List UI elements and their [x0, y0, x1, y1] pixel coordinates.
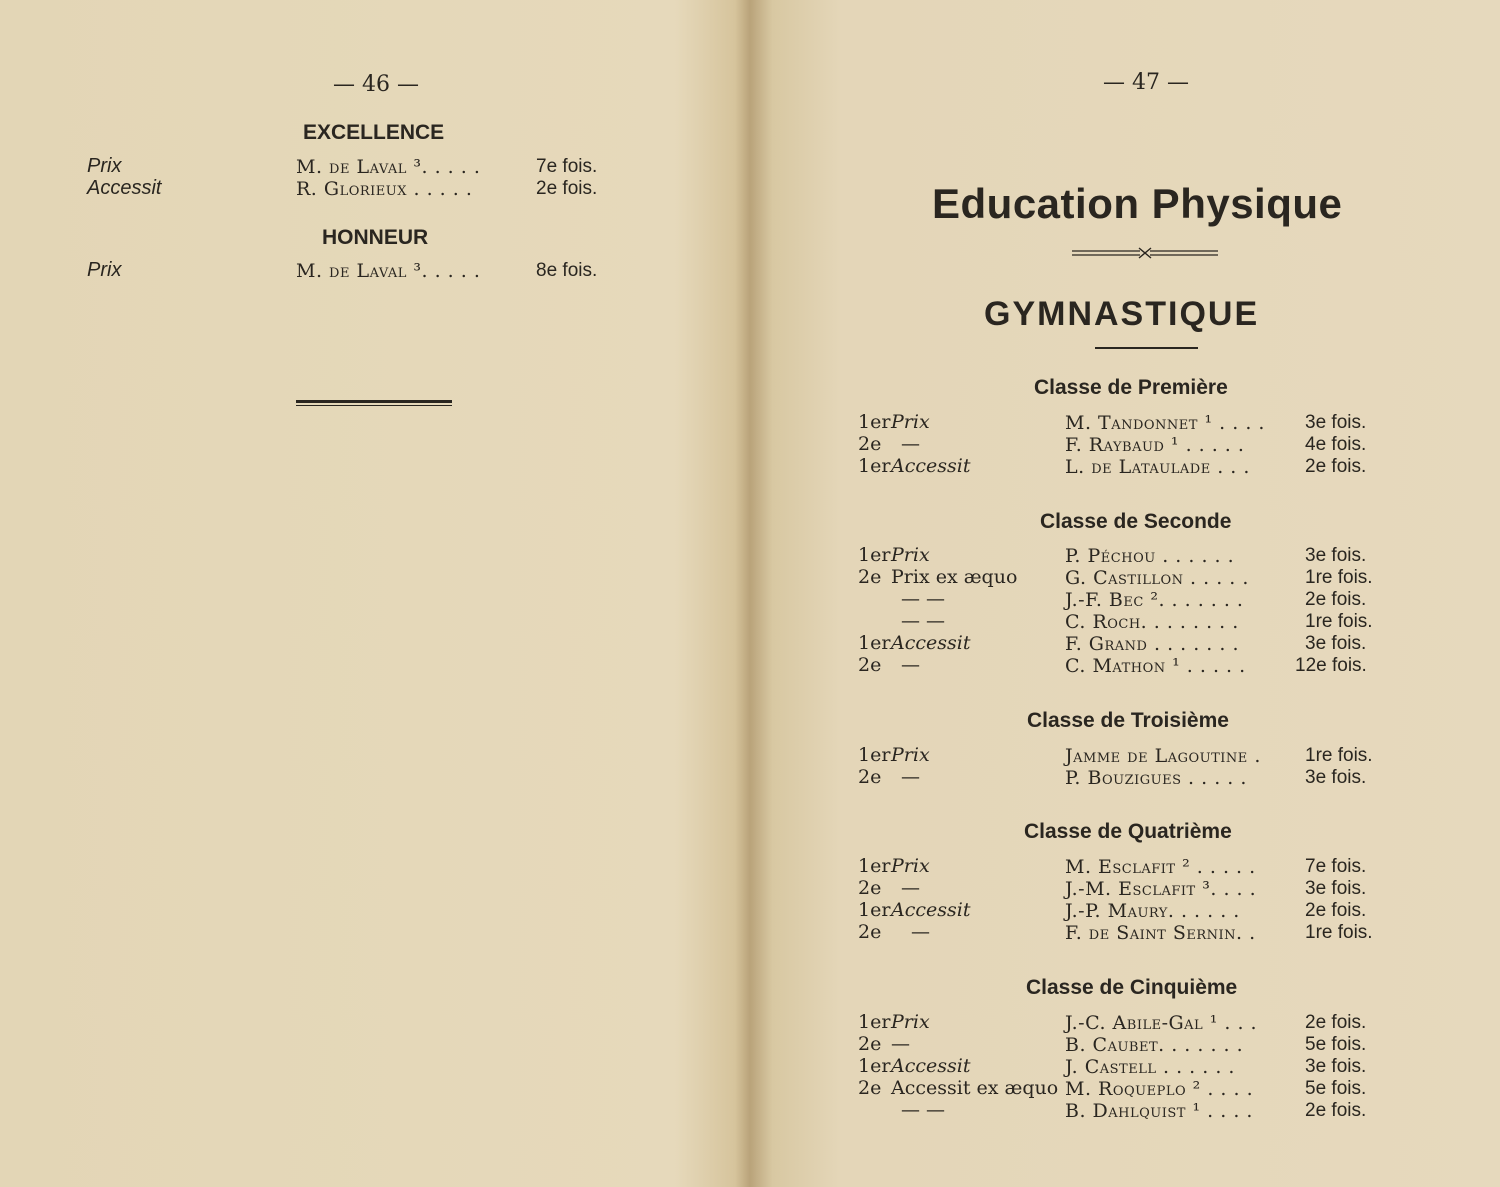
row-label: Accessit	[891, 1055, 971, 1077]
row-times: 5e fois.	[1305, 1078, 1367, 1099]
row-rank: 2e	[858, 654, 882, 676]
ornament-divider	[1068, 246, 1222, 260]
row-label: Prix	[87, 155, 122, 177]
row-name: C. Roch. . . . . . . .	[1065, 611, 1239, 633]
row-label: —	[891, 1033, 910, 1055]
row-name: P. Bouzigues . . . . .	[1065, 767, 1247, 789]
row-times: 3e fois.	[1305, 633, 1367, 654]
row-rank: 1er	[858, 455, 891, 477]
row-name: Jamme de Lagoutine .	[1065, 745, 1261, 767]
class-heading: Classe de Cinquième	[1026, 976, 1238, 999]
row-name: J.-F. Bec ². . . . . . .	[1065, 589, 1244, 611]
row-label: —	[901, 766, 920, 788]
row-times: 1re fois.	[1305, 922, 1373, 943]
row-label: Prix	[891, 1011, 930, 1033]
row-rank: 1er	[858, 899, 891, 921]
row-rank: 2e	[858, 921, 882, 943]
class-heading: Classe de Première	[1034, 376, 1228, 399]
row-label: Accessit	[87, 177, 162, 199]
row-rank: 1er	[858, 632, 891, 654]
row-label: Prix	[891, 544, 930, 566]
end-rule-thin	[296, 405, 452, 406]
row-rank: 2e	[858, 566, 882, 588]
row-label: — —	[901, 610, 946, 632]
row-rank: 1er	[858, 411, 891, 433]
row-name: J.-M. Esclafit ³. . . .	[1065, 878, 1257, 900]
section-heading-excellence: EXCELLENCE	[303, 121, 445, 144]
row-times: 3e fois.	[1305, 767, 1367, 788]
row-label: Prix	[891, 411, 930, 433]
row-rank: 2e	[858, 1077, 882, 1099]
end-rule	[296, 400, 452, 403]
row-label: —	[911, 921, 930, 943]
row-rank: 2e	[858, 766, 882, 788]
row-times: 7e fois.	[1305, 856, 1367, 877]
right-page	[760, 0, 1500, 1187]
row-label: Accessit	[891, 632, 971, 654]
row-name: B. Caubet. . . . . . .	[1065, 1034, 1244, 1056]
row-name: L. de Lataulade . . .	[1065, 456, 1250, 478]
row-name: M. Esclafit ² . . . . .	[1065, 856, 1256, 878]
row-name: J.-C. Abile-Gal ¹ . . .	[1065, 1012, 1258, 1034]
class-heading: Classe de Troisième	[1027, 709, 1229, 732]
row-rank: 2e	[858, 877, 882, 899]
row-times: 2e fois.	[1305, 589, 1367, 610]
subtitle-rule	[1095, 347, 1198, 349]
row-times: 2e fois.	[1305, 456, 1367, 477]
row-rank: 1er	[858, 855, 891, 877]
row-times: 1re fois.	[1305, 567, 1373, 588]
row-name: M. Roqueplo ² . . . .	[1065, 1078, 1254, 1100]
row-name: B. Dahlquist ¹ . . . .	[1065, 1100, 1253, 1122]
row-name: F. Grand . . . . . . .	[1065, 633, 1240, 655]
section-heading-honneur: HONNEUR	[322, 226, 429, 249]
row-times: 3e fois.	[1305, 545, 1367, 566]
row-label: — —	[901, 1099, 946, 1121]
row-name: M. de Laval ³. . . . .	[296, 156, 481, 178]
class-heading: Classe de Quatrième	[1024, 820, 1232, 843]
row-label: — —	[901, 588, 946, 610]
row-rank: 2e	[858, 1033, 882, 1055]
row-times: 2e fois.	[1305, 900, 1367, 921]
row-rank: 1er	[858, 744, 891, 766]
class-heading: Classe de Seconde	[1040, 510, 1232, 533]
row-name: C. Mathon ¹ . . . . .	[1065, 655, 1246, 677]
row-label: —	[901, 433, 920, 455]
row-times: 3e fois.	[1305, 878, 1367, 899]
row-name: F. de Saint Sernin. .	[1065, 922, 1256, 944]
row-times: 2e fois.	[1305, 1012, 1367, 1033]
row-times: 4e fois.	[1305, 434, 1367, 455]
row-label: Prix ex æquo	[891, 566, 1018, 588]
row-rank: 2e	[858, 433, 882, 455]
row-times: 8e fois.	[536, 260, 598, 281]
row-times: 1re fois.	[1305, 611, 1373, 632]
row-name: F. Raybaud ¹ . . . . .	[1065, 434, 1245, 456]
page-number: — 46 —	[333, 72, 419, 97]
row-name: M. de Laval ³. . . . .	[296, 260, 481, 282]
page-number: — 47 —	[1103, 70, 1189, 95]
row-times: 3e fois.	[1305, 1056, 1367, 1077]
row-name: M. Tandonnet ¹ . . . .	[1065, 412, 1265, 434]
row-times: 12e fois.	[1295, 655, 1367, 676]
row-label: Accessit	[891, 455, 971, 477]
row-times: 1re fois.	[1305, 745, 1373, 766]
row-label: Prix	[87, 259, 122, 281]
page-title: Education Physique	[932, 180, 1343, 227]
row-times: 2e fois.	[1305, 1100, 1367, 1121]
row-label: Accessit ex æquo	[891, 1077, 1059, 1099]
row-times: 3e fois.	[1305, 412, 1367, 433]
row-label: Prix	[891, 855, 930, 877]
row-name: P. Péchou . . . . . .	[1065, 545, 1235, 567]
row-rank: 1er	[858, 1011, 891, 1033]
row-times: 7e fois.	[536, 156, 598, 177]
row-rank: 1er	[858, 1055, 891, 1077]
row-label: Accessit	[891, 899, 971, 921]
row-label: Prix	[891, 744, 930, 766]
row-name: J.-P. Maury. . . . . .	[1065, 900, 1240, 922]
row-rank: 1er	[858, 544, 891, 566]
row-name: J. Castell . . . . . .	[1065, 1056, 1235, 1078]
row-name: R. Glorieux . . . . .	[296, 178, 473, 200]
row-times: 5e fois.	[1305, 1034, 1367, 1055]
row-name: G. Castillon . . . . .	[1065, 567, 1249, 589]
left-page	[0, 0, 748, 1187]
section-subtitle: GYMNASTIQUE	[984, 295, 1260, 333]
row-times: 2e fois.	[536, 178, 598, 199]
row-label: —	[901, 877, 920, 899]
row-label: —	[901, 654, 920, 676]
